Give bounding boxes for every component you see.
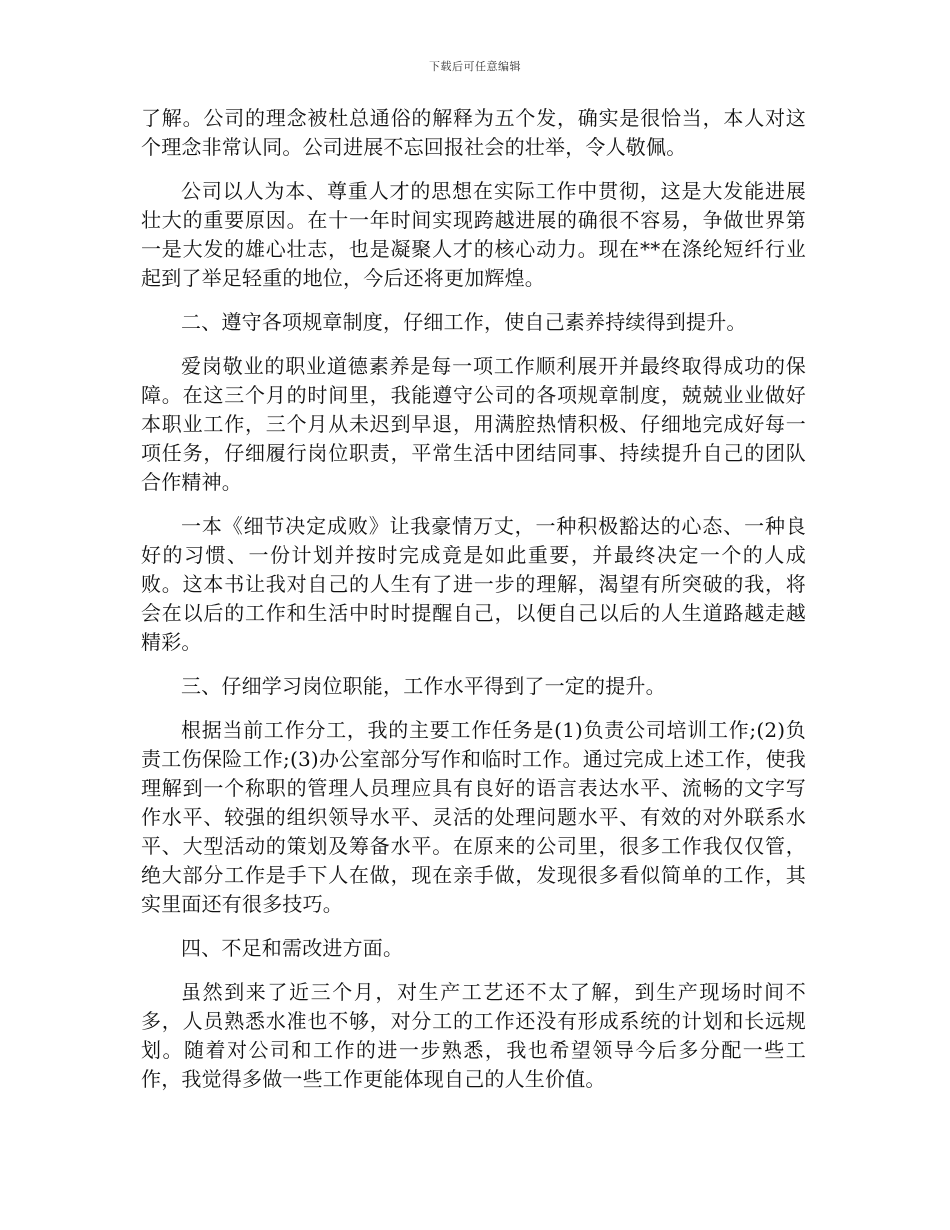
paragraph-work-tasks: 根据当前工作分工，我的主要工作任务是(1)负责公司培训工作;(2)负责工伤保险工作;(3)办公室部分写作和临时工作。通过完成上述工作，使我理解到一个称职的管理人员理应具有良好的语言表达水平、流畅的文字写作水平、较强的组织领导水平、灵活的处理问题水平、有效的对外联系水平、大型活动的策划及筹备水平。在原来的公司里，很多工作我仅仅管，绝大部分工作是手下人在做，现在亲手做，发现很多看似简单的工作，其实里面还有很多技巧。 (141, 718, 806, 916)
section-heading-two: 二、遵守各项规章制度，仔细工作，使自己素养持续得到提升。 (181, 310, 747, 334)
paragraph-professional-ethics: 爱岗敬业的职业道德素养是每一项工作顺利展开并最终取得成功的保障。在这三个月的时间里，我能遵守公司的各项规章制度，兢兢业业做好本职业工作，三个月从未迟到早退，用满腔热情积极、仔细地完成好每一项任务，仔细履行岗位职责，平常生活中团结同事、持续提升自己的团队合作精神。 (141, 354, 806, 494)
page-header: 下载后可任意编辑 (429, 60, 521, 73)
paragraph-intro-continued: 了解。公司的理念被杜总通俗的解释为五个发，确实是很恰当，本人对这个理念非常认同。公司进展不忘回报社会的壮举，令人敬佩。 (141, 106, 806, 159)
section-heading-three: 三、仔细学习岗位职能，工作水平得到了一定的提升。 (181, 674, 666, 698)
paragraph-shortcomings: 虽然到来了近三个月，对生产工艺还不太了解，到生产现场时间不多，人员熟悉水准也不够，对分工的工作还没有形成系统的计划和长远规划。随着对公司和工作的进一步熟悉，我也希望领导今后多分配一些工作，我觉得多做一些工作更能体现自己的人生价值。 (141, 980, 806, 1091)
section-heading-four: 四、不足和需改进方面。 (181, 936, 404, 960)
document-body (141, 104, 806, 1109)
paragraph-people-oriented: 公司以人为本、尊重人才的思想在实际工作中贯彻，这是大发能进展壮大的重要原因。在十一年时间实现跨越进展的确很不容易，争做世界第一是大发的雄心壮志，也是凝聚人才的核心动力。现在**在涤纶短纤行业起到了举足轻重的地位，今后还将更加辉煌。 (141, 179, 806, 290)
paragraph-book-reflection: 一本《细节决定成败》让我豪情万丈，一种积极豁达的心态、一种良好的习惯、一份计划并按时完成竟是如此重要，并最终决定一个的人成败。这本书让我对自己的人生有了进一步的理解，渴望有所突破的我，将会在以后的工作和生活中时时提醒自己，以便自己以后的人生道路越走越精彩。 (141, 514, 806, 654)
